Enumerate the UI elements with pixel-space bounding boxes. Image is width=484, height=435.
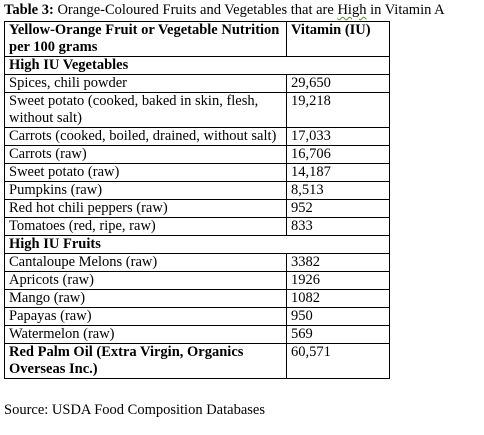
table-row-footer: [5, 344, 390, 379]
food-name-cell: Mango (raw): [5, 290, 287, 308]
vitamin-value-cell: 1082: [287, 290, 390, 308]
table-row: [5, 326, 390, 344]
food-name-cell: Pumpkins (raw): [5, 182, 287, 200]
table-row: [5, 254, 390, 272]
food-name-cell: Carrots (cooked, boiled, drained, without salt): [5, 128, 287, 146]
food-name-cell: Sweet potato (raw): [5, 164, 287, 182]
vitamin-value-cell: 952: [287, 200, 390, 218]
section-header-row: [5, 57, 390, 75]
table-row: [5, 128, 390, 146]
food-name-cell: Spices, chili powder: [5, 75, 287, 93]
food-name-cell: Sweet potato (cooked, baked in skin, flesh, without salt): [5, 93, 287, 128]
table-row: [5, 93, 390, 128]
vitamin-value-cell: 14,187: [287, 164, 390, 182]
caption-label: Table 3:: [4, 2, 54, 18]
vitamin-value-cell: 8,513: [287, 182, 390, 200]
table-caption: [4, 1, 445, 19]
table-row: [5, 164, 390, 182]
food-name-cell: Carrots (raw): [5, 146, 287, 164]
vitamin-value-cell: 17,033: [287, 128, 390, 146]
table-header-row: [5, 22, 390, 57]
table-row: [5, 182, 390, 200]
table-row: [5, 200, 390, 218]
vitamin-value-cell: 1926: [287, 272, 390, 290]
food-name-cell: Papayas (raw): [5, 308, 287, 326]
vitamin-value-cell: 3382: [287, 254, 390, 272]
vitamin-value-cell: 60,571: [287, 344, 390, 379]
table-row: [5, 146, 390, 164]
caption-text-after: in Vitamin A: [366, 2, 445, 18]
vitamin-value-cell: 16,706: [287, 146, 390, 164]
header-cell-food: Yellow-Orange Fruit or Vegetable Nutrition per 100 grams: [5, 22, 287, 57]
caption-spellcheck-word: High: [337, 2, 367, 18]
source-note: Source: USDA Food Composition Databases: [4, 402, 265, 418]
vitamin-value-cell: 19,218: [287, 93, 390, 128]
food-name-cell: Apricots (raw): [5, 272, 287, 290]
table-row: [5, 308, 390, 326]
section-title: High IU Fruits: [5, 236, 390, 254]
section-header-row: [5, 236, 390, 254]
vitamin-value-cell: 569: [287, 326, 390, 344]
vitamin-value-cell: 833: [287, 218, 390, 236]
header-cell-vitamin: Vitamin (IU): [287, 22, 390, 57]
food-name-cell: Watermelon (raw): [5, 326, 287, 344]
caption-text-before: Orange-Coloured Fruits and Vegetables that are: [53, 2, 338, 18]
vitamin-value-cell: 29,650: [287, 75, 390, 93]
food-name-cell: Red hot chili peppers (raw): [5, 200, 287, 218]
table-row: [5, 75, 390, 93]
vitamin-a-table: [4, 21, 390, 379]
food-name-cell: Red Palm Oil (Extra Virgin, Organics Overseas Inc.): [5, 344, 287, 379]
table-row: [5, 272, 390, 290]
vitamin-value-cell: 950: [287, 308, 390, 326]
section-title: High IU Vegetables: [5, 57, 390, 75]
food-name-cell: Cantaloupe Melons (raw): [5, 254, 287, 272]
table-row: [5, 290, 390, 308]
table-row: [5, 218, 390, 236]
food-name-cell: Tomatoes (red, ripe, raw): [5, 218, 287, 236]
